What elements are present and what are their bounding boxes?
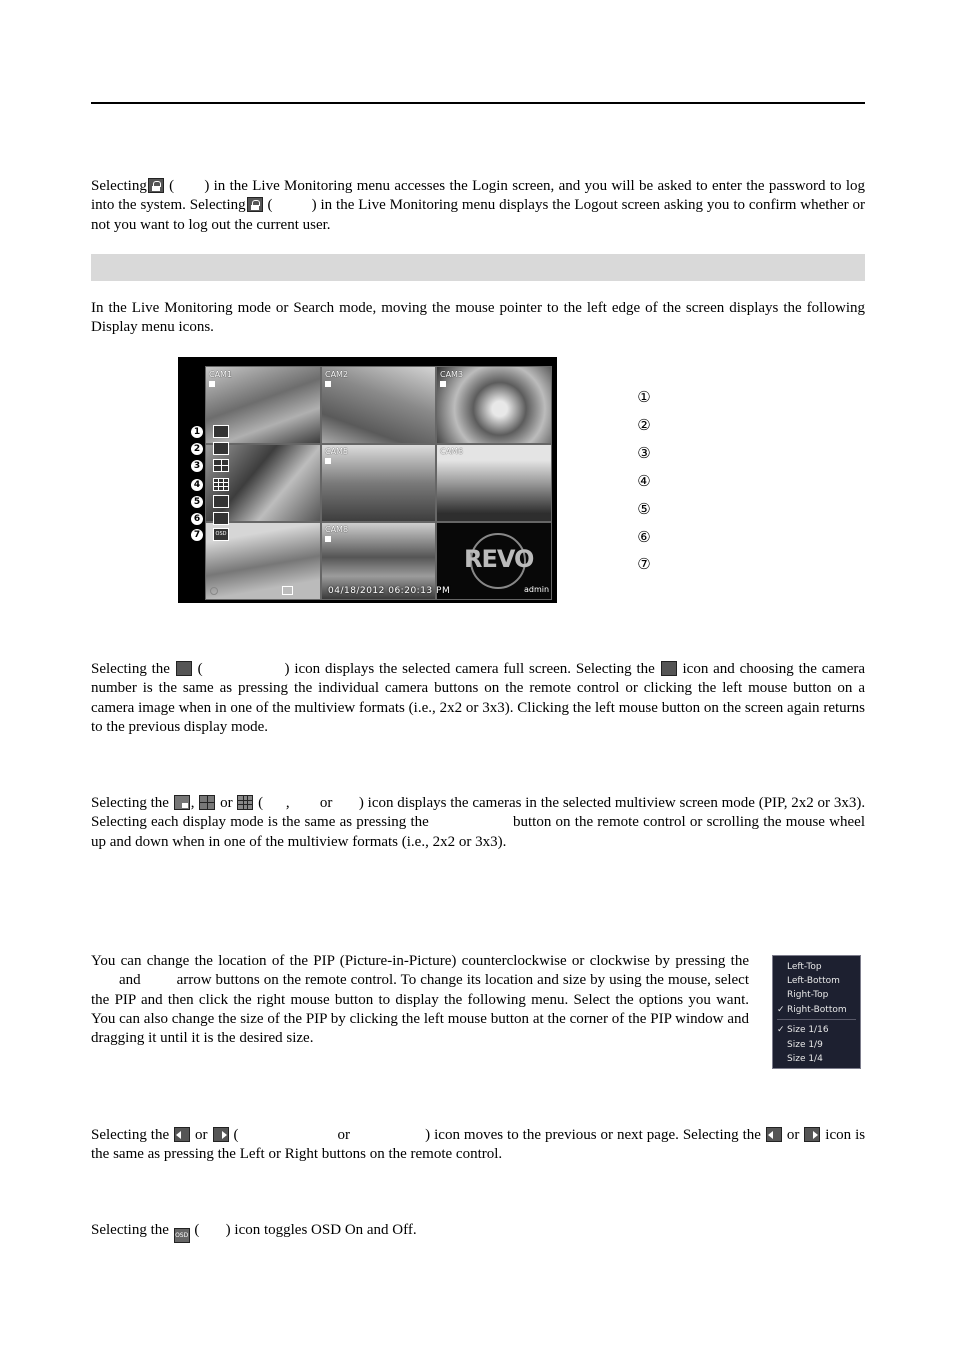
menu-item-size-1-4[interactable]: Size 1/4: [787, 1054, 823, 1064]
header-rule: [91, 102, 865, 104]
menu-item-size-1-16[interactable]: Size 1/16: [787, 1025, 829, 1035]
cam-label: CAM5: [325, 447, 349, 456]
login-paragraph: Selecting ( ) in the Live Monitoring menu accesses the Login screen, and you will be asked to enter the password to log into the system. Selecting ( ) in the Live Monitoring menu displays the Logout screen asking you to confirm whether or not you want to log out the current user.: [91, 178, 865, 233]
legend-number-3: ③: [637, 444, 651, 462]
pip-paragraph: You can change the location of the PIP (Picture-in-Picture) counterclockwise or clockwise by pressing the and arrow buttons on the remote control. To change its location and size by using the mouse, select the PIP and then click the right mouse button to display the following menu. Select the options you want. You can also change the size of the PIP by clicking the left mouse button at the corner of the PIP window and dragging it until it is the desired size.: [91, 953, 750, 1047]
menu-separator: [777, 1019, 856, 1020]
previous-page-icon: [766, 1127, 782, 1142]
badge-7: 7: [191, 529, 203, 541]
cam-label: CAM3: [440, 370, 464, 379]
menu-item-right-top[interactable]: Right-Top: [787, 990, 829, 1000]
previous-page-icon: [174, 1127, 190, 1142]
badge-3: 3: [191, 460, 203, 472]
current-user: admin: [524, 585, 550, 594]
status-icon: [282, 586, 293, 595]
display-intro: In the Live Monitoring mode or Search mode, moving the mouse pointer to the left edge of the screen displays the following Display menu icons.: [91, 300, 865, 336]
camera-status-icon: [325, 381, 331, 387]
login-icon: [148, 178, 164, 193]
camera-status-icon: [209, 381, 215, 387]
camera-status-icon: [325, 536, 331, 542]
cam-label: CAM2: [325, 370, 349, 379]
grid-3x3-icon[interactable]: [213, 478, 229, 491]
legend-number-4: ④: [637, 472, 651, 490]
menu-item-right-bottom[interactable]: Right-Bottom: [787, 1005, 847, 1015]
menu-item-left-top[interactable]: Left-Top: [787, 962, 822, 972]
cam-label: CAM6: [440, 447, 464, 456]
osd-paragraph: Selecting the OSD ( ) icon toggles OSD On and Off.: [91, 1221, 865, 1243]
legend-number-1: ①: [637, 388, 651, 406]
osd-icon: OSD: [174, 1228, 190, 1243]
legend-number-2: ②: [637, 416, 651, 434]
fullscreen-paragraph: Selecting the ( ) icon displays the selected camera full screen. Selecting the icon and choosing the camera number is the same as pressing the individual camera buttons on the remote control or clicking the left mouse button on a camera image when in one of the multiview formats (i.e., 2x2 or 3x3). Clicking the left mouse button on the screen again returns to the previous display mode.: [91, 661, 866, 735]
camera-status-icon: [325, 458, 331, 464]
badge-4: 4: [191, 479, 203, 491]
full-screen-icon: [176, 661, 192, 676]
full-screen-icon: [661, 661, 677, 676]
legend-number-5: ⑤: [637, 500, 651, 518]
osd-icon[interactable]: OSD: [213, 528, 229, 541]
page-paragraph: Selecting the or ( or ) icon moves to the previous or next page. Selecting the or icon is the same as pressing the Left or Right buttons on the remote control.: [91, 1127, 866, 1163]
pip-context-menu: [772, 955, 861, 1069]
cam-label: CAM1: [209, 370, 233, 379]
next-page-icon: [213, 1127, 229, 1142]
revo-logo: REVO: [464, 545, 534, 573]
next-page-icon[interactable]: [213, 512, 229, 525]
badge-1: 1: [191, 426, 203, 438]
menu-item-left-bottom[interactable]: Left-Bottom: [787, 976, 840, 986]
pip-icon: [174, 795, 190, 810]
camera-status-icon: [440, 381, 446, 387]
menu-item-size-1-9[interactable]: Size 1/9: [787, 1040, 823, 1050]
next-page-icon: [804, 1127, 820, 1142]
legend-number-7: ⑦: [637, 555, 651, 573]
timestamp: 04/18/2012 06:20:13 PM: [328, 586, 451, 596]
grid-2x2-icon[interactable]: [213, 459, 229, 472]
check-icon: ✓: [777, 1025, 785, 1035]
check-icon: ✓: [777, 1005, 785, 1015]
live-monitoring-screenshot: [178, 357, 557, 603]
gear-icon: [210, 587, 218, 595]
cam-label: CAM8: [325, 525, 349, 534]
full-screen-icon[interactable]: [213, 425, 229, 438]
section-heading-bar: [91, 254, 865, 281]
previous-page-icon[interactable]: [213, 495, 229, 508]
multiview-paragraph: Selecting the , or ( , or ) icon displays the cameras in the selected multiview screen mode (PIP, 2x2 or 3x3). Selecting each display mode is the same as pressing the button on the remote control or scrolling the mouse wheel up and down when in one of the multiview formats (i.e., 2x2 or 3x3).: [91, 795, 866, 850]
badge-2: 2: [191, 443, 203, 455]
grid-3x3-icon: [237, 795, 253, 810]
grid-2x2-icon: [199, 795, 215, 810]
legend-number-6: ⑥: [637, 528, 651, 546]
pip-icon[interactable]: [213, 442, 229, 455]
badge-5: 5: [191, 496, 203, 508]
logout-icon: [247, 197, 263, 212]
badge-6: 6: [191, 513, 203, 525]
